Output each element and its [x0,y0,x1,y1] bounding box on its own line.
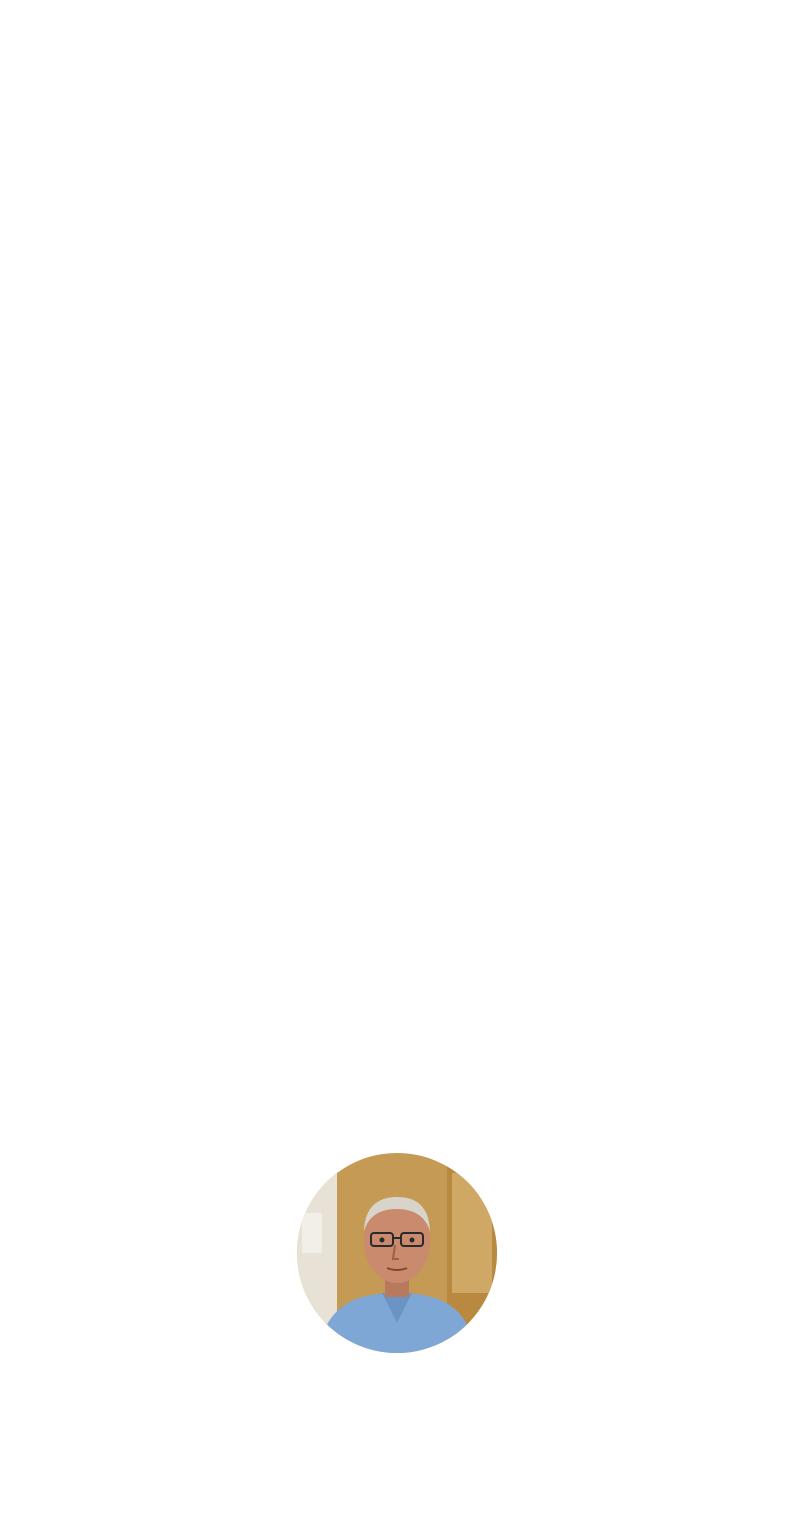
person-photo-icon [297,1153,497,1353]
author-avatar [297,1153,497,1353]
document-body [8,0,788,22]
